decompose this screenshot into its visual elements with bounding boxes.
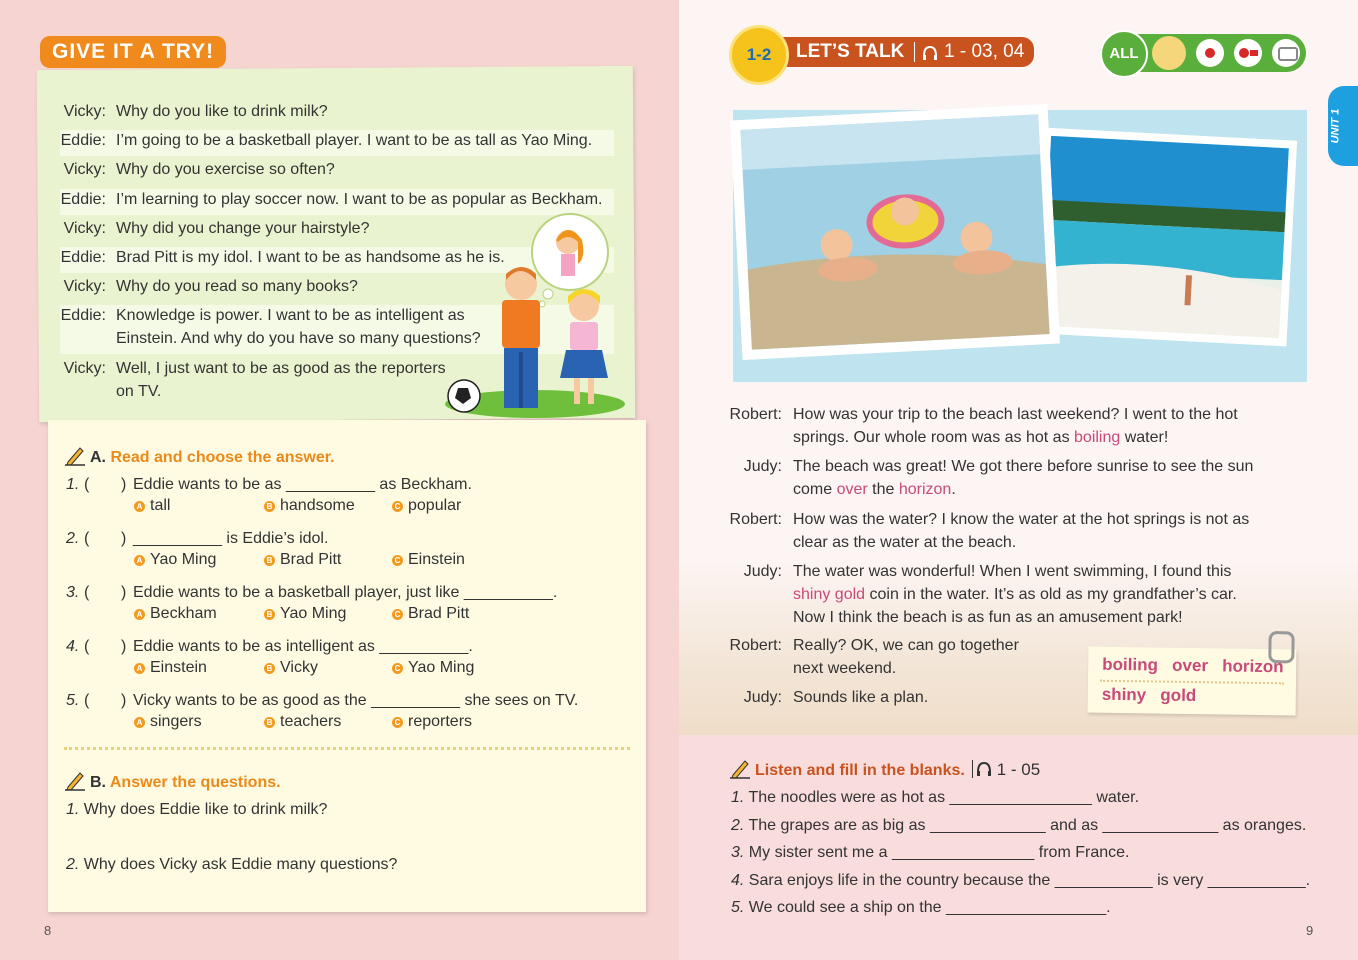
speaker-label: Vicky: (63, 360, 106, 377)
answer-paren-close: ) (121, 476, 127, 493)
section-b-text: Answer the questions. (109, 774, 281, 791)
divider (914, 42, 915, 62)
answer-paren-close: ) (121, 584, 127, 601)
dialogue-text (793, 508, 1249, 531)
fill-number: 4. (731, 871, 745, 889)
vocab-divider (1100, 680, 1284, 685)
question-text: Eddie wants to be as intelligent as __________. (133, 638, 473, 655)
media-toolbar (1100, 34, 1306, 72)
speaker-label: Eddie: (60, 249, 106, 266)
answer-paren-open: ( (84, 692, 90, 709)
option-text: teachers (280, 713, 342, 730)
option-badge-icon: C (392, 663, 403, 674)
option-badge-icon: C (392, 717, 403, 728)
unit-tab[interactable] (1328, 86, 1358, 166)
speaker-label: Robert: (729, 406, 782, 423)
b-question-text: Why does Eddie like to drink milk? (83, 801, 328, 818)
option-badge-icon: B (264, 501, 275, 512)
vocab-word: horizon (1222, 656, 1284, 677)
record-icon[interactable] (1196, 39, 1224, 67)
dialogue-text: on TV. (116, 383, 162, 400)
fill-number: 5. (731, 899, 745, 916)
dialogue-text: Well, I just want to be as good as the reporters (116, 360, 446, 377)
option-badge-icon: B (264, 717, 275, 728)
answer-paren-open: ( (84, 530, 90, 547)
fill-number: 3. (731, 844, 745, 861)
answer-option (392, 496, 461, 516)
speaker-label: Judy: (743, 563, 782, 580)
lesson-title: LET’S TALK (796, 41, 905, 62)
fill-item (731, 843, 1129, 863)
answer-paren-open: ( (84, 476, 90, 493)
option-badge-icon: B (264, 663, 275, 674)
answer-paren-close: ) (121, 530, 127, 547)
dialogue-text: Why do you exercise so often? (116, 161, 335, 178)
headphones-icon (976, 761, 992, 777)
answer-option (392, 658, 474, 678)
answer-option (264, 712, 341, 732)
option-badge-icon: A (134, 501, 145, 512)
dialogue-text (793, 686, 928, 709)
text-segment: The beach was great! We got there before sunrise to see the sun (793, 458, 1254, 475)
option-text: Beckham (150, 605, 217, 622)
option-text: singers (150, 713, 202, 730)
fill-item (731, 816, 1306, 836)
text-segment: Sounds like a plan. (793, 689, 929, 706)
speaker-label: Vicky: (63, 278, 106, 295)
fill-text: My sister sent me a ________________ from France. (748, 844, 1130, 861)
text-segment: How was your trip to the beach last weekend? I went to the hot (793, 406, 1238, 423)
option-badge-icon: C (392, 555, 403, 566)
answer-option (264, 550, 341, 570)
option-text: handsome (280, 497, 355, 514)
option-text: Yao Ming (408, 659, 475, 676)
text-segment: water! (1120, 429, 1169, 446)
answer-option (264, 658, 318, 678)
text-segment: coin in the water. It’s as old as my grandfather’s car. (865, 586, 1237, 603)
dialogue-text (793, 531, 1016, 554)
speaker-label: Judy: (743, 689, 782, 706)
question-number: 1. (66, 476, 80, 493)
option-badge-icon: A (134, 609, 145, 620)
dialogue-text (793, 426, 1168, 449)
option-badge-icon: C (392, 501, 403, 512)
answer-option (134, 604, 217, 624)
answer-option (264, 604, 346, 624)
option-text: tall (150, 497, 171, 514)
fill-item (731, 871, 1310, 891)
vocab-highlight: shiny gold (793, 586, 866, 603)
dialogue-text: I’m learning to play soccer now. I want to be as popular as Beckham. (116, 191, 603, 208)
pencil-icon (64, 769, 86, 791)
option-badge-icon: A (134, 717, 145, 728)
speaker-label: Vicky: (63, 161, 106, 178)
answer-option (264, 496, 355, 516)
b-question-number: 2. (66, 856, 80, 873)
text-segment: clear as the water at the beach. (793, 534, 1017, 551)
dialogue-text (793, 403, 1238, 426)
text-segment: The water was wonderful! When I went swimming, I found this (793, 563, 1232, 580)
record-play-icon[interactable] (1234, 39, 1262, 67)
b-question-1 (66, 800, 327, 820)
question-text: Eddie wants to be as __________ as Beckham. (133, 476, 472, 493)
text-segment: . (951, 481, 956, 498)
dialogue-text (793, 478, 956, 501)
dialogue-text (793, 583, 1237, 606)
option-text: Yao Ming (280, 605, 347, 622)
section-b-title (64, 769, 281, 792)
vocab-word: gold (1160, 685, 1197, 706)
dialogue-text: Einstein. And why do you have so many questions? (116, 330, 481, 347)
vocab-row-1 (1102, 655, 1284, 678)
vocab-row-2 (1102, 685, 1197, 706)
text-segment: Really? OK, we can go together (793, 637, 1019, 654)
option-badge-icon: B (264, 555, 275, 566)
question-number: 2. (66, 530, 80, 547)
dialogue-text: Brad Pitt is my idol. I want to be as handsome as he is. (116, 249, 505, 266)
dialogue-text (793, 455, 1253, 478)
answer-paren-open: ( (84, 584, 90, 601)
speaker-label: Eddie: (60, 307, 106, 324)
section-a-title (64, 444, 335, 467)
answer-option (392, 712, 472, 732)
fill-title (729, 757, 1040, 780)
text-segment: come (793, 481, 837, 498)
vocabulary-box (1088, 647, 1297, 716)
vocab-highlight: over (836, 481, 868, 498)
beach-photo (1033, 127, 1297, 346)
question-text: Eddie wants to be a basketball player, just like __________. (133, 584, 558, 601)
headphones-icon (922, 45, 938, 61)
fill-item (731, 898, 1111, 918)
option-text: Brad Pitt (280, 551, 342, 568)
speaker-label: Vicky: (63, 220, 106, 237)
kids-illustration (440, 212, 630, 422)
audio-track: 1 - 03, 04 (944, 41, 1025, 62)
speaker-label: Eddie: (60, 132, 106, 149)
option-badge-icon: B (264, 609, 275, 620)
lesson-number-badge: 1-2 (729, 25, 789, 85)
dialogue-text (793, 634, 1019, 657)
question-text: Vicky wants to be as good as the __________ she sees on TV. (133, 692, 579, 709)
vocab-highlight: horizon (898, 481, 952, 498)
dotted-divider (64, 747, 630, 750)
answer-paren-close: ) (121, 692, 127, 709)
section-a-text: Read and choose the answer. (110, 449, 335, 466)
text-segment: the (867, 481, 899, 498)
dialogue-text: Why do you like to drink milk? (116, 103, 328, 120)
answer-option (134, 550, 216, 570)
dialogue-text (793, 657, 896, 680)
dialogue-text: Now I think the beach is as fun as an amusement park! (793, 609, 1183, 626)
fill-title-text: Listen and fill in the blanks. (755, 762, 965, 779)
dialogue-text: Why do you read so many books? (116, 278, 358, 295)
dialogue-text: Why did you change your hairstyle? (116, 220, 370, 237)
option-text: Brad Pitt (408, 605, 470, 622)
question-number: 3. (66, 584, 80, 601)
vocab-word: boiling (1102, 654, 1159, 675)
fill-audio-track: 1 - 05 (996, 760, 1041, 779)
section-b-letter: B. (90, 774, 106, 791)
pencil-icon (729, 757, 751, 779)
answer-paren-close: ) (121, 638, 127, 655)
speaker-label: Eddie: (60, 191, 106, 208)
all-button[interactable]: ALL (1100, 30, 1148, 78)
vocab-word: shiny (1101, 684, 1147, 705)
option-text: Vicky (280, 659, 318, 676)
fill-item (731, 788, 1139, 808)
dialogue-text: Knowledge is power. I want to be as intelligent as (116, 307, 465, 324)
fill-text: We could see a ship on the __________________. (748, 899, 1111, 916)
fill-text: Sara enjoys life in the country because the ___________ is very ___________. (748, 871, 1311, 889)
answer-option (134, 712, 202, 732)
option-badge-icon: A (134, 555, 145, 566)
pencil-icon (64, 444, 86, 466)
option-badge-icon: A (134, 663, 145, 674)
dialogue-text: I’m going to be a basketball player. I want to be as tall as Yao Ming. (116, 132, 593, 149)
b-question-text: Why does Vicky ask Eddie many questions? (83, 856, 398, 873)
option-text: popular (408, 497, 462, 514)
question-number: 4. (66, 638, 80, 655)
answer-option (392, 550, 465, 570)
answer-paren-open: ( (84, 638, 90, 655)
answer-option (134, 496, 170, 516)
question-text: __________ is Eddie’s idol. (133, 530, 329, 547)
question-number: 5. (66, 692, 80, 709)
section-a-letter: A. (90, 449, 106, 466)
divider (972, 760, 973, 778)
fill-number: 1. (731, 789, 745, 806)
dialogue-text (793, 560, 1231, 583)
answer-option (134, 658, 207, 678)
speaker-label: Judy: (743, 458, 782, 475)
unit-tab-label: UNIT 1 (1329, 108, 1342, 144)
vocab-highlight: boiling (1074, 429, 1121, 446)
compare-icon[interactable] (1272, 39, 1300, 67)
option-text: Einstein (150, 659, 207, 676)
kids-swimming-photo (730, 104, 1060, 360)
vocab-word: over (1171, 655, 1209, 676)
speaker-label: Robert: (729, 637, 782, 654)
speaker-icon[interactable] (1152, 36, 1186, 70)
b-question-number: 1. (66, 801, 80, 818)
fill-text: The grapes are as big as _____________ and as _____________ as oranges. (748, 816, 1307, 834)
option-badge-icon: C (392, 609, 403, 620)
answer-option (392, 604, 469, 624)
page-number-right: 9 (1306, 923, 1314, 938)
option-text: Yao Ming (150, 551, 217, 568)
fill-text: The noodles were as hot as ________________ water. (748, 789, 1140, 806)
text-segment: next weekend. (793, 660, 897, 677)
option-text: Einstein (408, 551, 465, 568)
b-question-2 (66, 855, 397, 875)
speaker-label: Vicky: (63, 103, 106, 120)
text-segment: springs. Our whole room was as hot as (793, 429, 1075, 446)
fill-number: 2. (731, 816, 745, 834)
text-segment: How was the water? I know the water at the hot springs is not as (793, 511, 1250, 528)
page-number-left: 8 (44, 923, 52, 938)
lets-talk-banner (754, 37, 1034, 67)
give-it-a-try-banner: GIVE IT A TRY! (40, 36, 226, 68)
option-text: reporters (408, 713, 473, 730)
speaker-label: Robert: (729, 511, 782, 528)
